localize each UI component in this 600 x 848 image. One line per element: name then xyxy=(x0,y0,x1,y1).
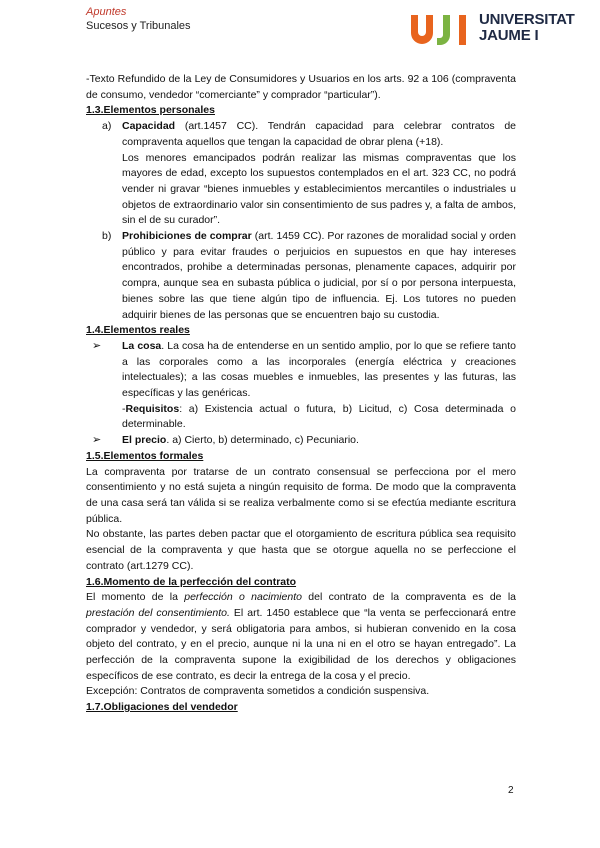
list-item-precio xyxy=(86,433,516,449)
term-prohibiciones: Prohibiciones de comprar xyxy=(122,230,252,243)
list-item-prohibiciones xyxy=(86,229,516,323)
requisitos-text: : a) Existencia actual o futura, b) Licitud, c) Cosa determinada o determinable. xyxy=(122,402,516,431)
arrow-bullet-icon: ➢ xyxy=(92,339,102,352)
logo-line2: JAUME I xyxy=(479,27,539,44)
section-1-6-title: 1.6.Momento de la perfección del contrato xyxy=(86,575,297,588)
perfeccion-italic-2: prestación del consentimiento. xyxy=(86,606,230,619)
list-item-cosa xyxy=(86,339,516,433)
term-precio: El precio xyxy=(122,434,167,447)
requisitos-prefix: - xyxy=(122,402,126,415)
perfeccion-text-b: del contrato de la compraventa es de la xyxy=(301,591,516,604)
formales-paragraph-1: La compraventa por tratarse de un contrato consensual se perfecciona por el mero consentimiento y no está sujeta a ningún requisito de forma. De modo que la compraventa de una casa será tan válida si se realiza verbalmente como si se efectúa mediante escritura pública. xyxy=(86,465,516,525)
prohibiciones-text: (art. 1459 CC). Por razones de moralidad social y orden público y para evitar fraudes o perjuicios en supuestos en que hay intereses encontrados, prohibe a determinadas personas, plenamente capaces, adquirir por compra, aunque sea en subasta pública o judicial, por sí o por persona interpuesta, bienes sobre las que tiene algún tipo de influencia. Ej. Los tutores no pueden adquirir bienes de las personas que se encuentren bajo su custodia. xyxy=(122,230,516,321)
section-1-4-title: 1.4.Elementos reales xyxy=(86,324,190,337)
formales-paragraph-2: No obstante, las partes deben pactar que el otorgamiento de escritura pública sea requisito esencial de la compraventa y que hasta que se otorgue aquella no se perfeccione el contrato (art.1279 CC). xyxy=(86,528,516,572)
intro-paragraph: -Texto Refundido de la Ley de Consumidores y Usuarios en los arts. 92 a 106 (compraventa de consumo, vendedor “comerciante” y comprador “particular”). xyxy=(86,73,516,101)
page-number: 2 xyxy=(508,785,514,796)
precio-text: . a) Cierto, b) determinado, c) Pecuniario. xyxy=(166,434,359,447)
header-title: Apuntes xyxy=(86,6,127,18)
list-marker: b) xyxy=(102,230,112,243)
capacidad-text: (art.1457 CC). Tendrán capacidad para celebrar contratos de compraventa aquellos que tengan la capacidad de obrar plena (+18). xyxy=(122,120,516,148)
perfeccion-italic-1: perfección o nacimiento xyxy=(184,591,302,604)
perfeccion-paragraph xyxy=(86,590,516,684)
list-marker: a) xyxy=(102,120,112,133)
section-1-7-title: 1.7.Obligaciones del vendedor xyxy=(86,701,238,714)
header-subtitle: Sucesos y Tribunales xyxy=(86,20,191,32)
section-1-5-title: 1.5.Elementos formales xyxy=(86,449,204,462)
section-1-3-title: 1.3.Elementos personales xyxy=(86,104,215,117)
page-header xyxy=(86,6,191,33)
uji-logo-icon xyxy=(409,12,475,46)
term-capacidad: Capacidad xyxy=(122,120,176,133)
capacidad-continuation: Los menores emancipados podrán realizar las mismas compraventas que los mayores de edad, excepto los supuestos contemplados en el art. 323 CC, no podrá vender ni gravar “bienes inmuebles y establecimientos mercantiles o industriales u objetos de extraordinario valor sin consentimiento de sus padres y, a falta de ambos, sin el de su curador”. xyxy=(122,151,516,227)
term-requisitos: Requisitos xyxy=(125,402,180,415)
term-cosa: La cosa xyxy=(122,339,162,352)
document-body xyxy=(86,72,516,716)
excepcion-paragraph: Excepción: Contratos de compraventa sometidos a condición suspensiva. xyxy=(86,685,430,698)
perfeccion-text-a: El momento de la xyxy=(86,591,185,604)
logo-wordmark xyxy=(479,12,575,43)
logo-line1: UNIVERSITAT xyxy=(479,11,575,28)
list-item-capacidad xyxy=(86,119,516,229)
perfeccion-text-c: El art. 1450 establece que “la venta se perfeccionará entre comprador y vendedor, y será obligatoria para ambos, si hubieran convenido en la cosa objeto del contrato, y en el precio, aunque ni la una ni en el otro se hayan entregado”. La perfección de la compraventa supone la exigibilidad de los derechos y obligaciones específicos de ese contrato, es decir la entrega de la cosa y el precio. xyxy=(86,606,516,682)
university-logo xyxy=(409,12,577,46)
cosa-text: . La cosa ha de entenderse en un sentido amplio, por lo que se refiere tanto a las corporales como a las incorporales (energía eléctrica y creaciones intelectuales); a las cosas muebles e inmuebles, las presentes y las futuras, las específicas y las genéricas. xyxy=(122,339,516,400)
arrow-bullet-icon: ➢ xyxy=(92,434,102,447)
